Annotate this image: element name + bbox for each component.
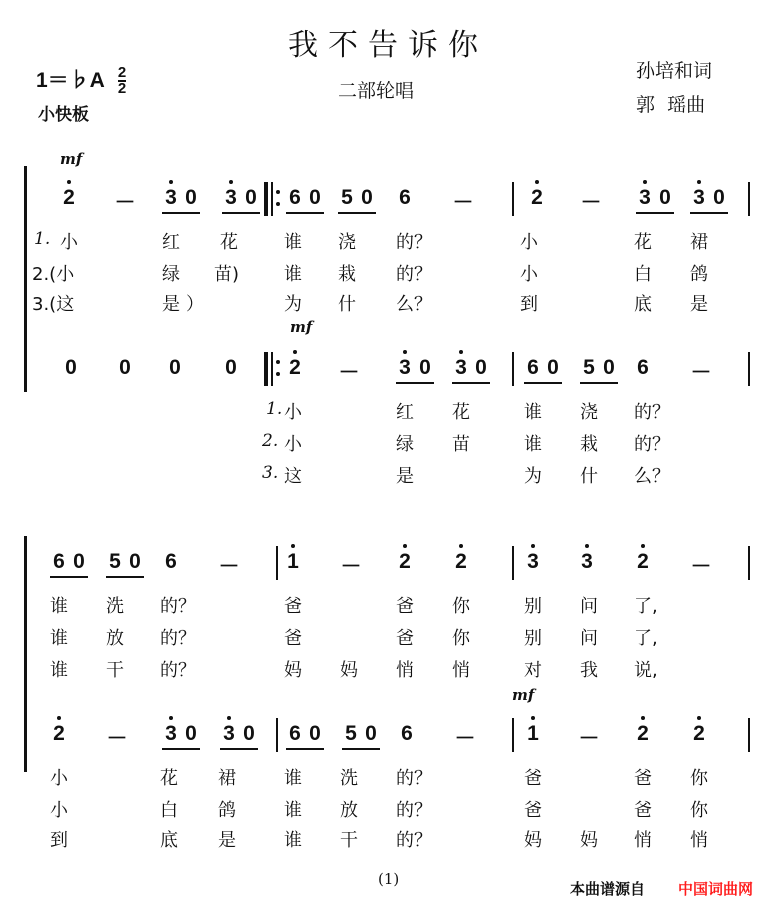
lyric: 鸽: [690, 264, 708, 285]
lyric: 花: [220, 232, 238, 253]
beam: [690, 212, 728, 214]
lyric: 洗: [340, 768, 358, 789]
lyric: 是: [162, 294, 180, 315]
high-dot: [403, 350, 407, 354]
high-dot: [643, 180, 647, 184]
lyric: 了,: [634, 596, 658, 617]
beam: [162, 748, 200, 750]
note: 6: [637, 356, 649, 379]
lyric: 红: [162, 232, 180, 253]
beam: [286, 212, 324, 214]
note: 3: [639, 186, 651, 209]
lyric: 这: [284, 466, 302, 487]
note: 5: [341, 186, 353, 209]
lyric: 小: [520, 232, 538, 253]
tempo-marking: 小快板: [38, 105, 89, 125]
note: 2: [289, 356, 301, 379]
lyric: 到: [520, 294, 538, 315]
high-dot: [67, 180, 71, 184]
beam: [580, 382, 618, 384]
lyric: 裙: [690, 232, 708, 253]
barline: [512, 546, 514, 580]
note: 2: [693, 722, 705, 745]
dash: －: [340, 555, 362, 578]
note: 0: [659, 186, 671, 209]
note: 6: [289, 722, 301, 745]
lyric: 妈: [340, 660, 358, 681]
note: 0: [713, 186, 725, 209]
note: 3: [165, 722, 177, 745]
lyric: 我: [580, 660, 598, 681]
lyric: 什: [338, 294, 356, 315]
note: 0: [361, 186, 373, 209]
lyric: 干: [340, 830, 358, 851]
note: 0: [475, 356, 487, 379]
song-subtitle: 二部轮唱: [338, 80, 415, 102]
high-dot: [585, 544, 589, 548]
beam: [342, 748, 380, 750]
lyric: 谁: [50, 660, 68, 681]
lyric: 谁: [284, 264, 302, 285]
lyric: 悄: [634, 830, 652, 851]
rest: 0: [169, 356, 181, 379]
lyric: 的？: [160, 596, 196, 617]
lyric: 爸: [284, 596, 302, 617]
note: 5: [109, 550, 121, 573]
barline: [276, 718, 278, 752]
repeat-dot: [276, 190, 280, 194]
note: 2: [63, 186, 75, 209]
note: 0: [603, 356, 615, 379]
lyric: 裙: [218, 768, 236, 789]
dash: －: [106, 727, 128, 750]
high-dot: [697, 180, 701, 184]
repeat-barline-thick: [264, 352, 268, 386]
repeat-barline-thin: [271, 182, 273, 216]
lyric: 3.(这: [32, 294, 75, 315]
lyric: 洗: [106, 596, 124, 617]
note: 3: [223, 722, 235, 745]
note: 0: [365, 722, 377, 745]
dash: －: [580, 191, 602, 214]
lyric: 花: [160, 768, 178, 789]
system-1-bracket: [24, 166, 27, 392]
high-dot: [291, 544, 295, 548]
high-dot: [403, 544, 407, 548]
repeat-dot: [276, 360, 280, 364]
high-dot: [459, 544, 463, 548]
dash: －: [454, 727, 476, 750]
note: 6: [527, 356, 539, 379]
rest: 0: [65, 356, 77, 379]
lyric: 小: [284, 402, 302, 423]
high-dot: [169, 180, 173, 184]
note: 0: [129, 550, 141, 573]
lyric: 什: [580, 466, 598, 487]
beam: [338, 212, 376, 214]
dynamic-mf-1: mf: [60, 150, 83, 168]
note: 0: [185, 186, 197, 209]
lyric: 花: [452, 402, 470, 423]
lyric: 红: [396, 402, 414, 423]
dash: －: [338, 361, 360, 384]
verse-number: 1.: [266, 399, 283, 419]
dash: －: [218, 555, 240, 578]
note: 6: [401, 722, 413, 745]
high-dot: [57, 716, 61, 720]
composer-credit: 郭 瑶曲: [636, 94, 706, 116]
lyric: 谁: [50, 628, 68, 649]
dash: －: [114, 191, 136, 214]
beam: [396, 382, 434, 384]
note: 3: [527, 550, 539, 573]
lyric: 是: [690, 294, 708, 315]
lyric: 小: [60, 232, 78, 253]
lyric: 绿: [162, 264, 180, 285]
lyric: 苗): [214, 264, 240, 285]
lyric: 悄: [452, 660, 470, 681]
lyric: 爸: [634, 768, 652, 789]
lyric: 爸: [634, 800, 652, 821]
lyric: 底: [634, 294, 652, 315]
barline: [512, 352, 514, 386]
beam: [162, 212, 200, 214]
lyric: 你: [690, 800, 708, 821]
beam: [636, 212, 674, 214]
lyric: 问: [580, 596, 598, 617]
lyric: 浇: [338, 232, 356, 253]
note: 0: [309, 722, 321, 745]
page-number: (1): [378, 870, 400, 888]
lyric: 的？: [396, 768, 432, 789]
verse-number: 2.: [262, 431, 279, 451]
beam: [220, 748, 258, 750]
note: 0: [419, 356, 431, 379]
lyric: 你: [452, 628, 470, 649]
song-title: 我不告诉你: [288, 28, 488, 63]
repeat-dot: [276, 372, 280, 376]
note: 5: [583, 356, 595, 379]
lyric: 妈: [524, 830, 542, 851]
lyric: 的？: [396, 232, 432, 253]
dash: －: [690, 555, 712, 578]
lyric: 放: [340, 800, 358, 821]
lyric: 么？: [634, 466, 670, 487]
lyric: 爸: [396, 628, 414, 649]
repeat-barline-thick: [264, 182, 268, 216]
note: 6: [53, 550, 65, 573]
beam: [286, 748, 324, 750]
lyric: 的？: [160, 628, 196, 649]
dash: －: [452, 191, 474, 214]
beam: [524, 382, 562, 384]
lyric: 底: [160, 830, 178, 851]
note: 0: [245, 186, 257, 209]
lyric: 小: [284, 434, 302, 455]
note: 6: [289, 186, 301, 209]
lyric: 爸: [524, 768, 542, 789]
lyric: 爸: [524, 800, 542, 821]
lyric: 浇: [580, 402, 598, 423]
note: 0: [547, 356, 559, 379]
lyric: 绿: [396, 434, 414, 455]
lyric: 小: [520, 264, 538, 285]
lyric: 悄: [396, 660, 414, 681]
lyric: ）: [186, 294, 204, 315]
repeat-barline-thin: [271, 352, 273, 386]
note: 3: [455, 356, 467, 379]
beam: [222, 212, 260, 214]
high-dot: [641, 716, 645, 720]
high-dot: [227, 716, 231, 720]
lyric: 干: [106, 660, 124, 681]
note: 2: [455, 550, 467, 573]
lyric: 的？: [396, 800, 432, 821]
beam: [452, 382, 490, 384]
lyric: 栽: [580, 434, 598, 455]
note: 3: [165, 186, 177, 209]
note: 3: [399, 356, 411, 379]
lyric: 爸: [396, 596, 414, 617]
lyric: 妈: [580, 830, 598, 851]
high-dot: [535, 180, 539, 184]
lyric: 苗: [452, 434, 470, 455]
high-dot: [641, 544, 645, 548]
beam: [106, 576, 144, 578]
lyric: 栽: [338, 264, 356, 285]
note: 2: [53, 722, 65, 745]
lyric: 爸: [284, 628, 302, 649]
note: 2: [531, 186, 543, 209]
key-text: 1＝♭A: [36, 69, 105, 92]
lyric: 为: [284, 294, 302, 315]
note: 0: [185, 722, 197, 745]
lyric: 到: [50, 830, 68, 851]
lyric: 谁: [50, 596, 68, 617]
barline: [276, 546, 278, 580]
note: 0: [309, 186, 321, 209]
note: 2: [637, 722, 649, 745]
high-dot: [697, 716, 701, 720]
note: 3: [693, 186, 705, 209]
lyric: 谁: [284, 830, 302, 851]
barline: [748, 546, 750, 580]
barline: [512, 182, 514, 216]
note: 3: [225, 186, 237, 209]
time-signature: $\frac{2}{2}$: [117, 64, 127, 98]
lyric: 问: [580, 628, 598, 649]
note: 0: [243, 722, 255, 745]
lyric: 放: [106, 628, 124, 649]
lyric: 的？: [160, 660, 196, 681]
high-dot: [169, 716, 173, 720]
lyric: 为: [524, 466, 542, 487]
lyric: 谁: [284, 800, 302, 821]
barline: [748, 352, 750, 386]
rest: 0: [119, 356, 131, 379]
lyric: 谁: [524, 402, 542, 423]
dynamic-mf-3: mf: [512, 686, 535, 704]
lyric: 别: [524, 628, 542, 649]
lyric: 白: [160, 800, 178, 821]
note: 6: [165, 550, 177, 573]
lyric: 2.(小: [32, 264, 75, 285]
lyric: 谁: [284, 768, 302, 789]
lyric: 别: [524, 596, 542, 617]
lyric: 说,: [634, 660, 658, 681]
system-2-bracket: [24, 536, 27, 772]
high-dot: [459, 350, 463, 354]
note: 6: [399, 186, 411, 209]
lyric: 是: [218, 830, 236, 851]
lyric: 妈: [284, 660, 302, 681]
high-dot: [293, 350, 297, 354]
note: 2: [399, 550, 411, 573]
lyric: 了,: [634, 628, 658, 649]
barline: [748, 182, 750, 216]
repeat-dot: [276, 202, 280, 206]
verse-number: 1.: [34, 229, 51, 249]
source-text: 本曲谱源自: [570, 880, 646, 898]
barline: [512, 718, 514, 752]
note: 0: [73, 550, 85, 573]
key-signature: [36, 64, 126, 96]
lyric: 谁: [284, 232, 302, 253]
lyric: 悄: [690, 830, 708, 851]
note: 3: [581, 550, 593, 573]
note: 1: [527, 722, 539, 745]
lyric: 白: [634, 264, 652, 285]
lyricist-credit: 孙培和词: [636, 60, 713, 82]
dash: －: [578, 727, 600, 750]
lyric: 鸽: [218, 800, 236, 821]
dynamic-mf-2: mf: [290, 318, 313, 336]
lyric: 的？: [634, 402, 670, 423]
barline: [748, 718, 750, 752]
lyric: 对: [524, 660, 542, 681]
site-name-link[interactable]: 中国词曲网: [678, 880, 754, 898]
rest: 0: [225, 356, 237, 379]
lyric: 的？: [396, 830, 432, 851]
lyric: 小: [50, 800, 68, 821]
lyric: 小: [50, 768, 68, 789]
lyric: 你: [690, 768, 708, 789]
note: 2: [637, 550, 649, 573]
verse-number: 3.: [262, 463, 279, 483]
lyric: 是: [396, 466, 414, 487]
lyric: 谁: [524, 434, 542, 455]
lyric: 花: [634, 232, 652, 253]
lyric: 你: [452, 596, 470, 617]
lyric: 的？: [396, 264, 432, 285]
high-dot: [229, 180, 233, 184]
high-dot: [531, 544, 535, 548]
lyric: 么？: [396, 294, 432, 315]
dash: －: [690, 361, 712, 384]
beam: [50, 576, 88, 578]
note: 5: [345, 722, 357, 745]
high-dot: [531, 716, 535, 720]
note: 1: [287, 550, 299, 573]
lyric: 的？: [634, 434, 670, 455]
